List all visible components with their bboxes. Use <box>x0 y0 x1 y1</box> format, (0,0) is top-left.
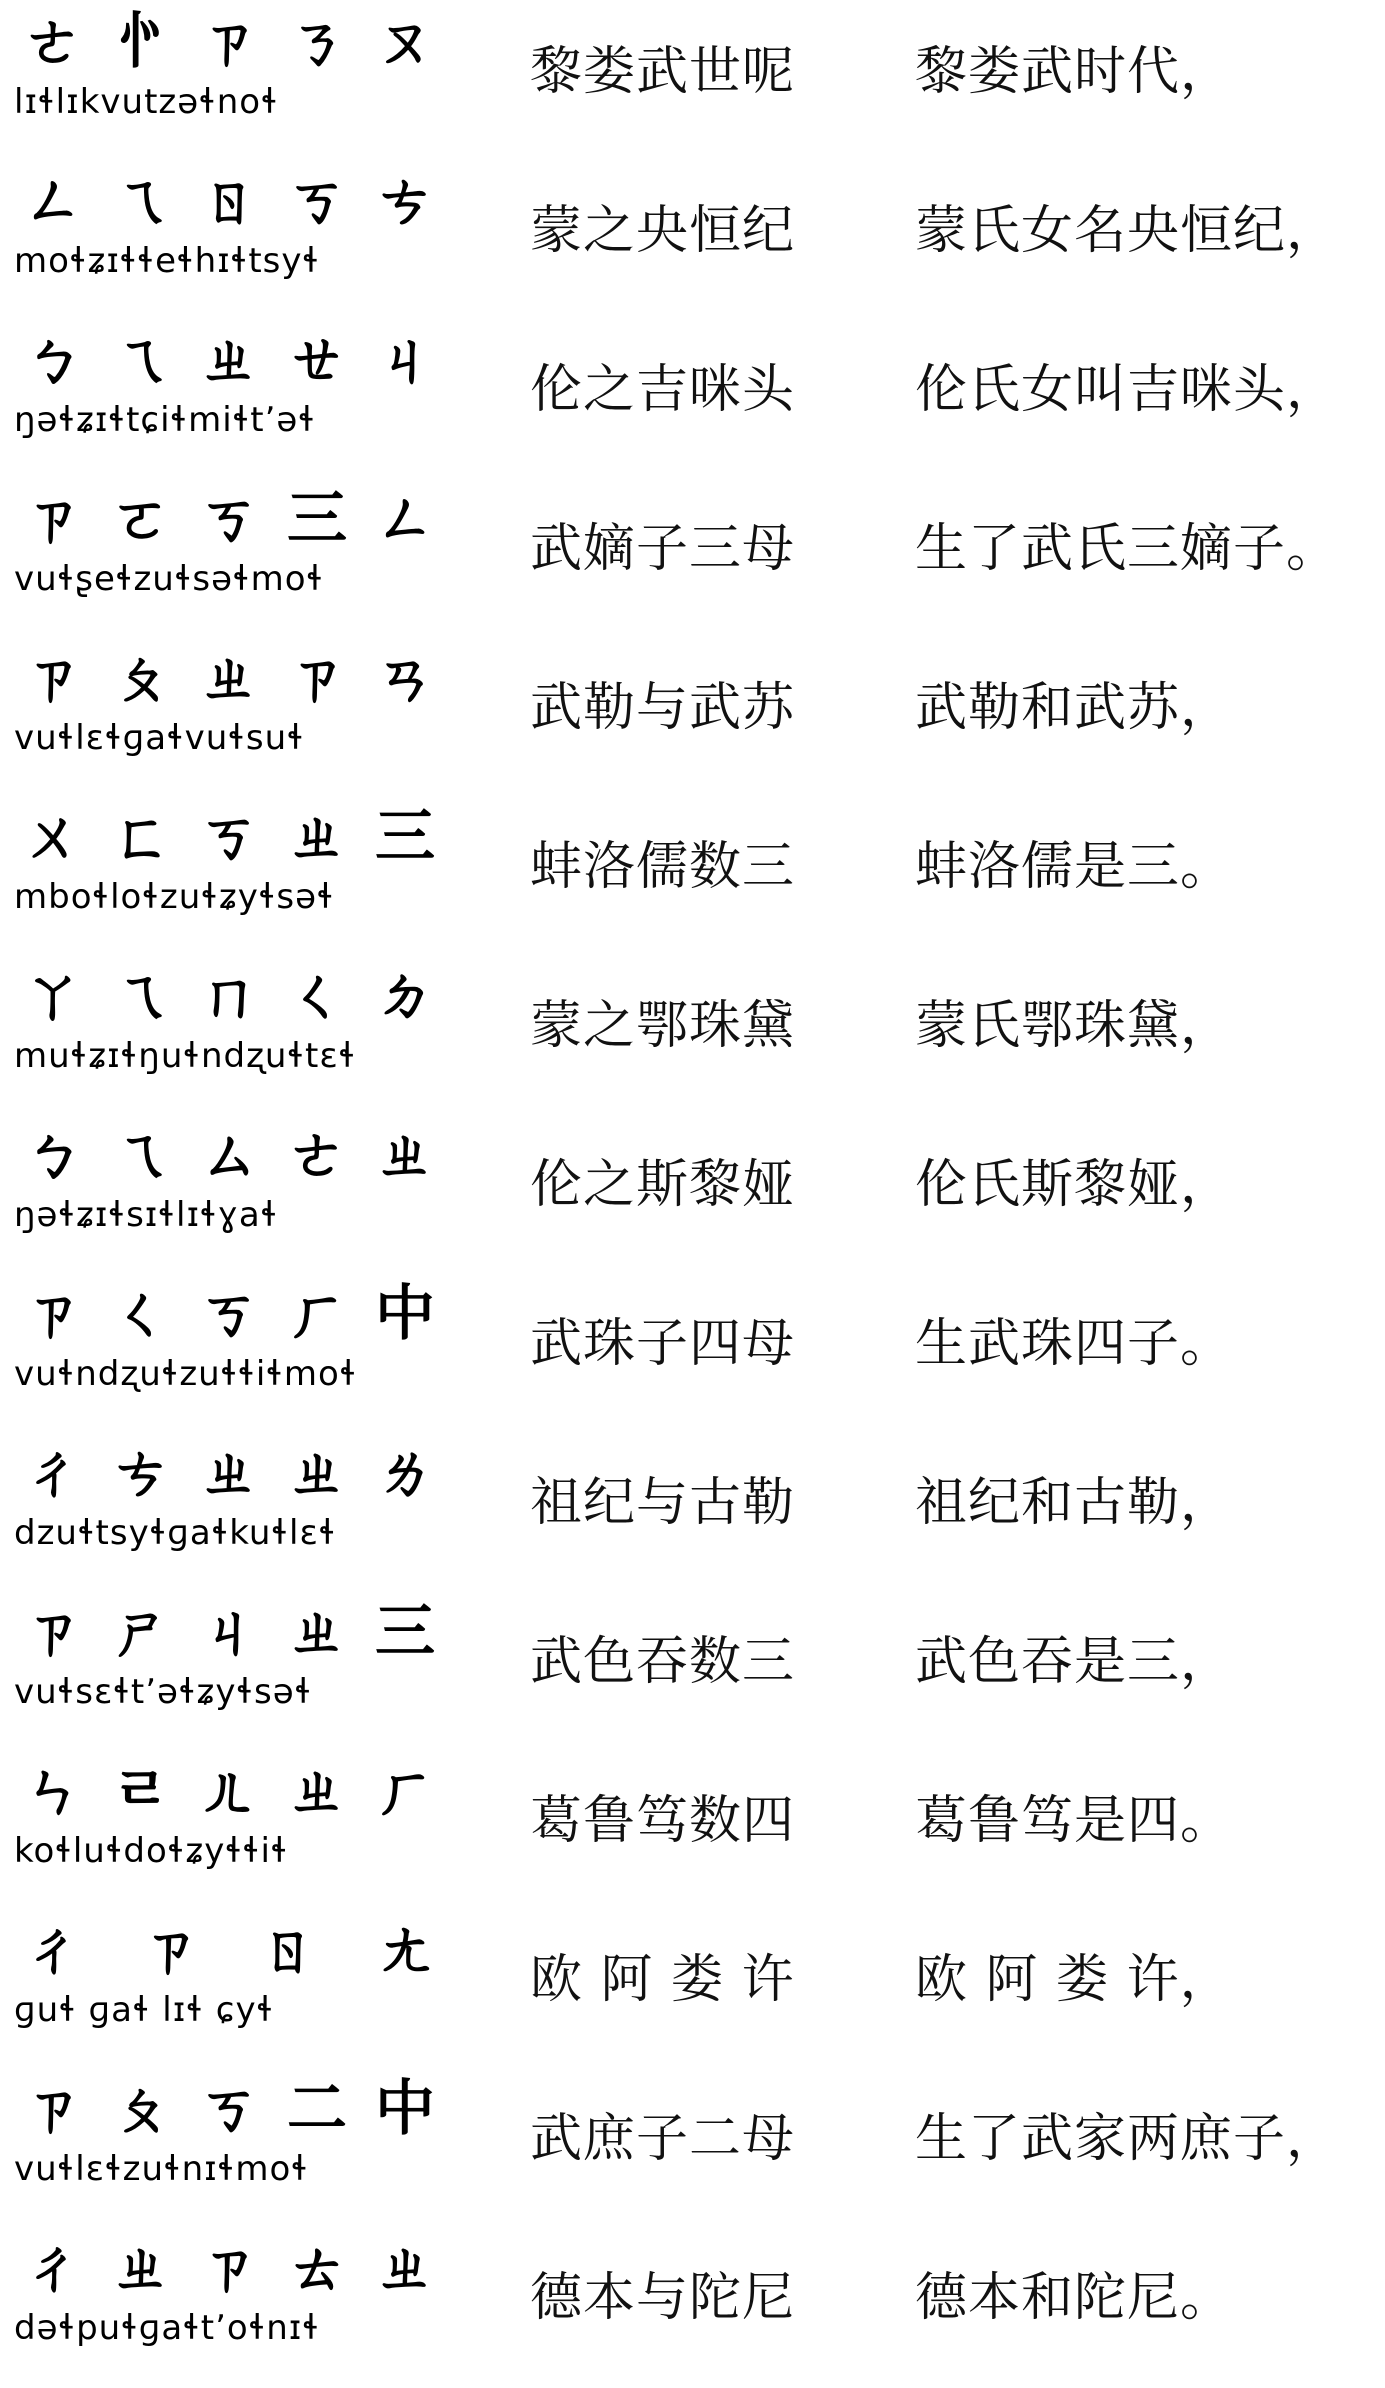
hanzi-transcription: 武色吞数三 <box>530 1632 796 1692</box>
script-glyph: ㄌ <box>375 1438 435 1508</box>
script-glyph: ㄓ <box>375 2233 435 2303</box>
script-glyph: ㄖ <box>257 1915 318 1985</box>
translation: 武色吞是三， <box>915 1632 1234 1692</box>
script-column <box>14 1914 444 2064</box>
script-glyph: ㄎ <box>199 1279 259 1349</box>
script-column <box>14 642 444 792</box>
verse-row-14 <box>0 2067 1385 2226</box>
hanzi-transcription: 黎娄武世呢 <box>530 42 796 102</box>
phonetic-line: vuɬndʐuɬzuɬɬiɬmoɬ <box>14 1354 358 1394</box>
translation: 武勒和武苏， <box>915 678 1234 738</box>
script-glyph: ㄓ <box>287 1597 347 1667</box>
phonetic-line: ŋəɬʑɪɬtɕiɬmiɬtʼəɬ <box>14 400 316 440</box>
hanzi-transcription: 武庶子二母 <box>530 2109 796 2169</box>
translation: 蒙氏鄂珠黛， <box>915 996 1234 1056</box>
hanzi-transcription: 德本与陀尼 <box>530 2268 796 2328</box>
script-glyph: ㄔ <box>23 2233 83 2303</box>
script-glyph: ㄓ <box>287 1756 347 1826</box>
script-glyph: ㄟ <box>111 325 171 395</box>
hanzi-transcription: 武珠子四母 <box>530 1314 796 1374</box>
script-glyph: ㄅ <box>23 1120 83 1190</box>
script-glyph: ㄕ <box>111 1597 171 1667</box>
glyph-line <box>14 483 444 555</box>
hanzi-transcription: 欧 阿 娄 许 <box>530 1950 795 2010</box>
script-glyph: ㄙ <box>199 1120 259 1190</box>
verse-row-2 <box>0 159 1385 318</box>
script-glyph: ㄥ <box>375 484 435 554</box>
phonetic-line: moɬʑɪɬɬeɬhɪɬtsyɬ <box>14 241 321 281</box>
verse-row-5 <box>0 636 1385 795</box>
translation: 葛鲁笃是四。 <box>915 1791 1234 1851</box>
translation: 黎娄武时代， <box>915 42 1234 102</box>
script-glyph: ㄗ <box>23 1279 83 1349</box>
script-glyph: ㄓ <box>199 325 259 395</box>
phonetic-line: vuɬʂeɬzuɬsəɬmoɬ <box>14 559 325 599</box>
glyph-line <box>14 165 444 237</box>
script-glyph: ㄔ <box>23 1438 83 1508</box>
phonetic-line: ɡuɬ ɡaɬ lɪɬ ɕyɬ <box>14 1990 275 2030</box>
script-glyph: ㄐ <box>375 325 435 395</box>
script-glyph: ㄎ <box>199 802 259 872</box>
script-glyph: 中 <box>375 1279 435 1349</box>
script-glyph: ㄘ <box>375 166 435 236</box>
phonetic-line: dəɬpuɬɡaɬtʼoɬnɪɬ <box>14 2308 321 2348</box>
script-glyph: ㄓ <box>199 1438 259 1508</box>
script-glyph: ㄈ <box>111 802 171 872</box>
phonetic-line: lɪɬlɪkvutzəɬnoɬ <box>14 82 279 122</box>
script-glyph: ㄏ <box>287 1279 347 1349</box>
script-glyph: ㄤ <box>374 1915 435 1985</box>
phonetic-line: muɬʑɪɬŋuɬndʐuɬtɛɬ <box>14 1036 357 1076</box>
phonetic-line: ŋəɬʑɪɬsɪɬlɪɬɣaɬ <box>14 1195 279 1235</box>
translation: 伦氏女叫吉咪头， <box>915 360 1340 420</box>
script-glyph: ㄎ <box>199 484 259 554</box>
script-glyph: ㄗ <box>23 1597 83 1667</box>
script-glyph: ㄎ <box>199 2074 259 2144</box>
script-column <box>14 960 444 1110</box>
script-glyph: ㄆ <box>111 643 171 713</box>
glyph-line <box>14 642 444 714</box>
script-glyph: ㄗ <box>23 643 83 713</box>
glyph-line <box>14 1755 444 1827</box>
script-glyph: ㄔ <box>23 1915 83 1985</box>
translation: 德本和陀尼。 <box>915 2268 1234 2328</box>
phonetic-line: vuɬsɛɬtʼəɬʑyɬsəɬ <box>14 1672 313 1712</box>
script-column <box>14 2073 444 2223</box>
verse-row-9 <box>0 1272 1385 1431</box>
phonetic-line: dzuɬtsyɬɡaɬkuɬlɛɬ <box>14 1513 337 1553</box>
translation: 祖纪和古勒， <box>915 1473 1234 1533</box>
script-glyph: ㄟ <box>111 1120 171 1190</box>
script-glyph: 三 <box>375 802 435 872</box>
script-glyph: ㄜ <box>23 7 83 77</box>
script-glyph: ㄨ <box>23 802 83 872</box>
script-glyph: 二 <box>287 2074 347 2144</box>
script-column <box>14 801 444 951</box>
script-glyph: ㄇ <box>199 961 259 1031</box>
script-column <box>14 1596 444 1746</box>
verse-row-13 <box>0 1908 1385 2067</box>
script-glyph: ㄗ <box>199 2233 259 2303</box>
script-glyph: ㄊ <box>287 2233 347 2303</box>
script-glyph: ㄗ <box>140 1915 201 1985</box>
script-column <box>14 2232 444 2382</box>
script-glyph: ㄏ <box>375 1756 435 1826</box>
phonetic-line: vuɬlɛɬzuɬnɪɬmoɬ <box>14 2149 309 2189</box>
script-glyph: ㄘ <box>111 1438 171 1508</box>
translation: 伦氏斯黎娅， <box>915 1155 1234 1215</box>
verse-row-1 <box>0 0 1385 159</box>
glyph-line <box>14 1596 444 1668</box>
script-glyph: ㄓ <box>199 643 259 713</box>
script-glyph: ㄜ <box>287 1120 347 1190</box>
script-glyph: ㄛ <box>111 484 171 554</box>
hanzi-transcription: 武勒与武苏 <box>530 678 796 738</box>
verse-row-15 <box>0 2226 1385 2385</box>
hanzi-transcription: 葛鲁笃数四 <box>530 1791 796 1851</box>
translation: 欧 阿 娄 许， <box>915 1950 1233 2010</box>
verse-row-12 <box>0 1749 1385 1908</box>
script-column <box>14 483 444 633</box>
script-glyph: ㄢ <box>375 643 435 713</box>
glyph-line <box>14 2232 444 2304</box>
verse-row-7 <box>0 954 1385 1113</box>
translation: 生了武家两庶子， <box>915 2109 1340 2169</box>
hanzi-transcription: 蚌洛儒数三 <box>530 837 796 897</box>
script-column <box>14 1437 444 1587</box>
script-glyph: ㄎ <box>287 166 347 236</box>
script-glyph: ㄗ <box>287 643 347 713</box>
script-glyph: ㄡ <box>375 7 435 77</box>
hanzi-transcription: 蒙之央恒纪 <box>530 201 796 261</box>
script-glyph: ㄗ <box>23 2074 83 2144</box>
glyph-line <box>14 2073 444 2145</box>
script-glyph: ㄚ <box>23 961 83 1031</box>
glyph-line <box>14 801 444 873</box>
verse-row-10 <box>0 1431 1385 1590</box>
script-glyph: 三 <box>375 1597 435 1667</box>
script-glyph: ㄑ <box>287 961 347 1031</box>
glyph-line <box>14 1278 444 1350</box>
script-glyph: ㄗ <box>23 484 83 554</box>
glyph-line <box>14 1914 444 1986</box>
script-glyph: ㄋ <box>287 7 347 77</box>
script-glyph: 中 <box>375 2074 435 2144</box>
glyph-line <box>14 6 444 78</box>
translation: 生武珠四子。 <box>915 1314 1234 1374</box>
script-glyph: ㄝ <box>287 325 347 395</box>
verse-row-11 <box>0 1590 1385 1749</box>
script-column <box>14 1119 444 1269</box>
script-glyph: ㄦ <box>199 1756 259 1826</box>
verse-row-8 <box>0 1113 1385 1272</box>
phonetic-line: koɬluɬdoɬʑyɬɬiɬ <box>14 1831 289 1871</box>
glyph-line <box>14 1119 444 1191</box>
hanzi-transcription: 祖纪与古勒 <box>530 1473 796 1533</box>
phonetic-line: vuɬlɛɬɡaɬvuɬsuɬ <box>14 718 305 758</box>
script-glyph: 㣺 <box>111 7 171 77</box>
translation: 蒙氏女名央恒纪， <box>915 201 1340 261</box>
script-glyph: ㄓ <box>287 802 347 872</box>
script-glyph: ㄓ <box>287 1438 347 1508</box>
script-column <box>14 1755 444 1905</box>
hanzi-transcription: 蒙之鄂珠黛 <box>530 996 796 1056</box>
script-glyph: ㄅ <box>23 325 83 395</box>
glyph-line <box>14 960 444 1032</box>
script-glyph: ㄑ <box>111 1279 171 1349</box>
script-glyph: ㄟ <box>111 961 171 1031</box>
script-glyph: ㄹ <box>112 1756 170 1826</box>
hanzi-transcription: 伦之吉咪头 <box>530 360 796 420</box>
script-glyph: ㄣ <box>23 1756 83 1826</box>
script-glyph: ㄖ <box>199 166 259 236</box>
translation: 蚌洛儒是三。 <box>915 837 1234 897</box>
translation: 生了武氏三嫡子。 <box>915 519 1340 579</box>
phonetic-line: mboɬloɬzuɬʑyɬsəɬ <box>14 877 335 917</box>
script-glyph: ㄓ <box>375 1120 435 1190</box>
script-glyph: ㄆ <box>111 2074 171 2144</box>
verse-row-3 <box>0 318 1385 477</box>
glyph-line <box>14 1437 444 1509</box>
script-glyph: ㄗ <box>199 7 259 77</box>
verse-row-4 <box>0 477 1385 636</box>
script-glyph: ㄉ <box>375 961 435 1031</box>
script-glyph: ㄥ <box>23 166 83 236</box>
script-column <box>14 6 444 156</box>
script-glyph: ㄓ <box>111 2233 171 2303</box>
script-column <box>14 324 444 474</box>
script-column <box>14 165 444 315</box>
script-glyph: 三 <box>287 484 347 554</box>
script-glyph: ㄐ <box>199 1597 259 1667</box>
hanzi-transcription: 伦之斯黎娅 <box>530 1155 796 1215</box>
verse-row-6 <box>0 795 1385 954</box>
script-glyph: ㄟ <box>111 166 171 236</box>
glyph-line <box>14 324 444 396</box>
hanzi-transcription: 武嫡子三母 <box>530 519 796 579</box>
script-column <box>14 1278 444 1428</box>
